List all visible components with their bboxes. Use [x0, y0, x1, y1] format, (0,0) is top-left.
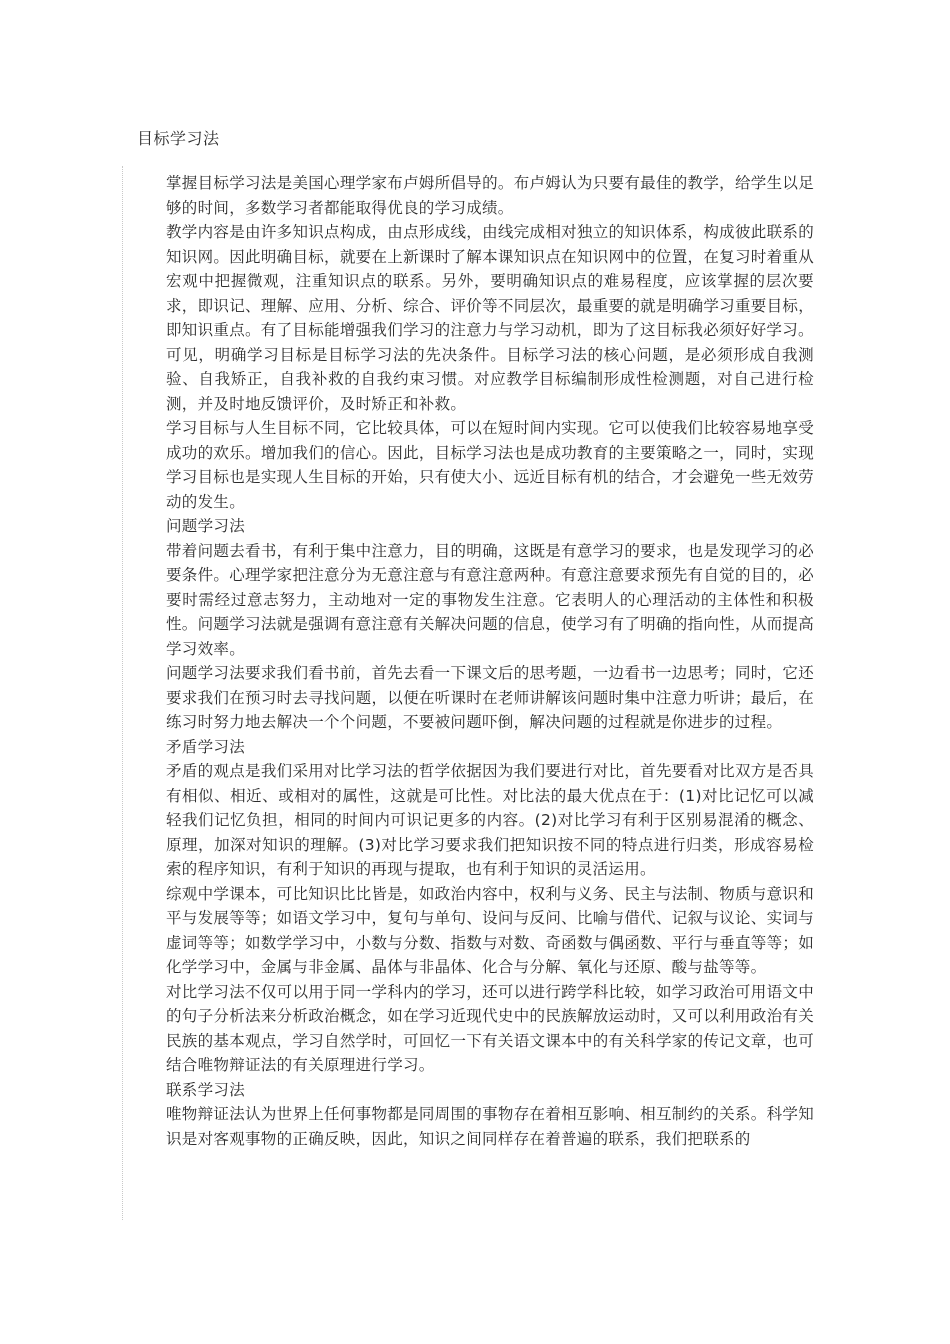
- paragraph: 对比学习法不仅可以用于同一学科内的学习，还可以进行跨学科比较，如学习政治可用语文中的句子分析法来分析政治概念，如在学习近现代史中的民族解放运动时，又可以利用政治有关民族的基本观点，学习自然学时，可回忆一下有关语文课本中的有关科学家的传记文章，也可结合唯物辩证法的有关原理进行学习。: [166, 982, 814, 1074]
- paragraph: 问题学习法要求我们看书前，首先去看一下课文后的思考题，一边看书一边思考；同时，它还要求我们在预习时去寻找问题，以便在听课时在老师讲解该问题时集中注意力听讲；最后，在练习时努力地去解决一个个问题，不要被问题吓倒，解决问题的过程就是你进步的过程。: [166, 664, 814, 731]
- paragraph: 掌握目标学习法是美国心理学家布卢姆所倡导的。布卢姆认为只要有最佳的教学，给学生以足够的时间，多数学习者都能取得优良的学习成绩。: [166, 174, 814, 217]
- paragraph: 综观中学课本，可比知识比比皆是，如政治内容中，权利与义务、民主与法制、物质与意识和平与发展等等；如语文学习中，复句与单句、设问与反问、比喻与借代、记叙与议论、实词与虚词等等；如数学学习中，小数与分数、指数与对数、奇函数与偶函数、平行与垂直等等；如化学学习中，金属与非金属、晶体与非晶体、化合与分解、氧化与还原、酸与盐等等。: [166, 884, 814, 976]
- content-body: [166, 171, 814, 1151]
- paragraph: 可见，明确学习目标是目标学习法的先决条件。目标学习法的核心问题，是必须形成自我测验、自我矫正，自我补救的自我约束习惯。对应教学目标编制形成性检测题，对自己进行检测，并及时地反馈评价，及时矫正和补救。: [166, 345, 814, 413]
- section-heading: 问题学习法: [166, 517, 246, 535]
- paragraph: 带着问题去看书，有利于集中注意力，目的明确，这既是有意学习的要求，也是发现学习的必要条件。心理学家把注意分为无意注意与有意注意两种。有意注意要求预先有自觉的目的，必要时需经过意志努力，主动地对一定的事物发生注意。它表明人的心理活动的主体性和积极性。问题学习法就是强调有意注意有关解决问题的信息，使学习有了明确的指向性，从而提高学习效率。: [166, 541, 814, 658]
- paragraph: 唯物辩证法认为世界上任何事物都是同周围的事物存在着相互影响、相互制约的关系。科学知识是对客观事物的正确反映，因此，知识之间同样存在着普遍的联系，我们把联系的: [166, 1105, 814, 1148]
- paragraph: 教学内容是由许多知识点构成，由点形成线，由线完成相对独立的知识体系，构成彼此联系的知识网。因此明确目标，就要在上新课时了解本课知识点在知识网中的位置，在复习时着重从宏观中把握微观，注重知识点的联系。另外，要明确知识点的难易程度，应该掌握的层次要求，即识记、理解、应用、分析、综合、评价等不同层次，最重要的就是明确学习重要目标，即知识重点。有了目标能增强我们学习的注意力与学习动机，即为了这目标我必须好好学习。: [166, 223, 814, 339]
- section-heading: 矛盾学习法: [166, 737, 246, 756]
- page-title: 目标学习法: [137, 129, 220, 148]
- paragraph: 学习目标与人生目标不同，它比较具体，可以在短时间内实现。它可以使我们比较容易地享受成功的欢乐。增加我们的信心。因此，目标学习法也是成功教育的主要策略之一，同时，实现学习目标也是实现人生目标的开始，只有使大小、远近目标有机的结合，才会避免一些无效劳动的发生。: [166, 419, 814, 511]
- content-block: [122, 166, 815, 1220]
- paragraph: 矛盾的观点是我们采用对比学习法的哲学依据因为我们要进行对比，首先要看对比双方是否具有相似、相近、或相对的属性，这就是可比性。对比法的最大优点在于：(1)对比记忆可以减轻我们记忆负担，相同的时间内可识记更多的内容。(2)对比学习有利于区别易混淆的概念、原理，加深对知识的理解。(3)对比学习要求我们把知识按不同的特点进行归类，形成容易检索的程序知识，有利于知识的再现与提取，也有利于知识的灵活运用。: [166, 762, 814, 878]
- section-heading: 联系学习法: [166, 1080, 246, 1099]
